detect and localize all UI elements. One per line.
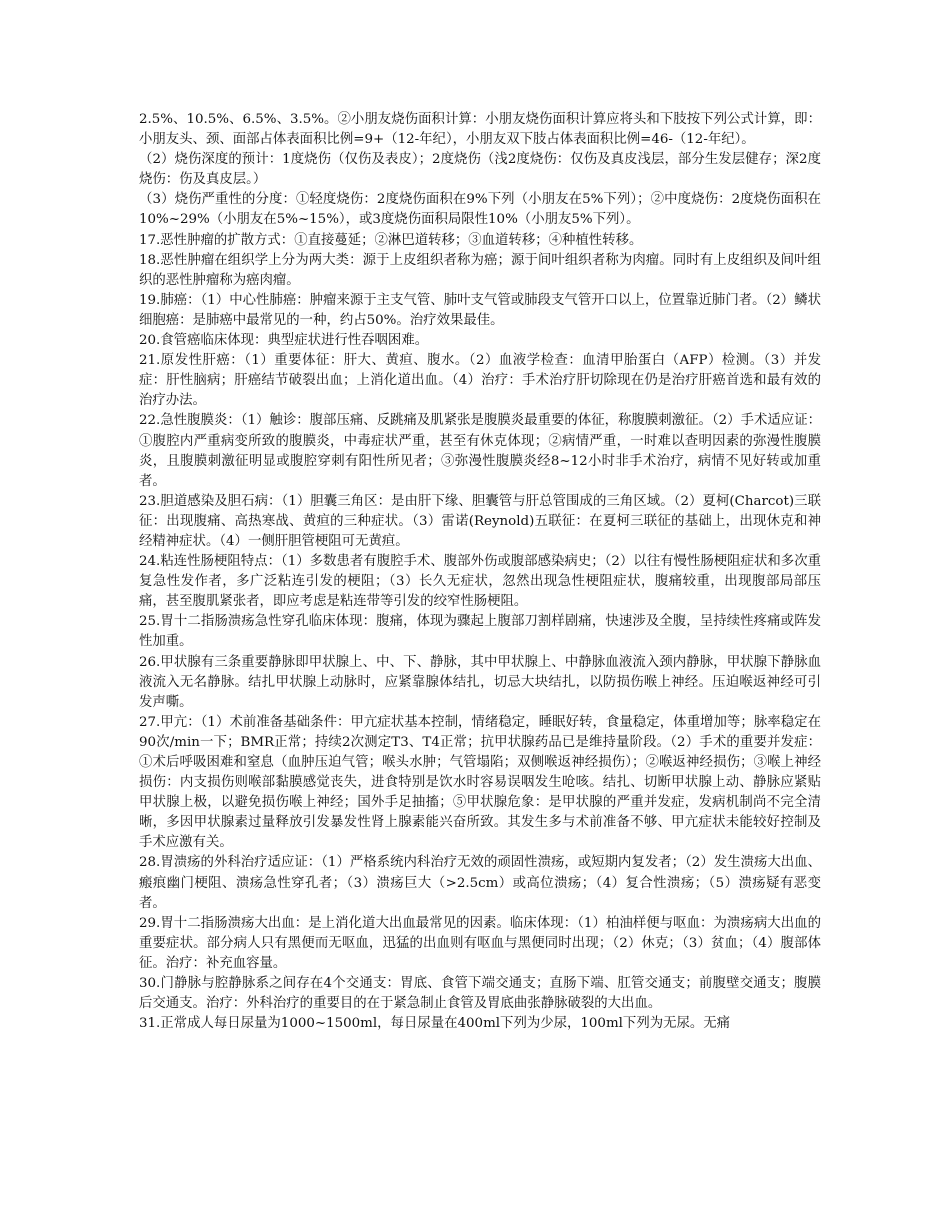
- document-page: [139, 110, 821, 1034]
- paragraph-burn-area-child: 2.5%、10.5%、6.5%、3.5%。②小朋友烧伤面积计算：小朋友烧伤面积计算应将头和下肢按下列公式计算，即：小朋友头、颈、面部占体表面积比例=9+（12-年纪），小朋友双下肢占体表面积比例=46-（12-年纪）。: [139, 112, 821, 148]
- paragraph-item-23: 23.胆道感染及胆石病：（1）胆囊三角区：是由肝下缘、胆囊管与肝总管围成的三角区域。（2）夏柯(Charcot)三联征：出现腹痛、高热寒战、黄疸的三种症状。（3）雷诺(Reynold)五联征：在夏柯三联征的基础上，出现休克和神经精神症状。（4）一侧肝胆管梗阻可无黄疸。: [139, 493, 821, 549]
- paragraph-item-28: 28.胃溃疡的外科治疗适应证：（1）严格系统内科治疗无效的顽固性溃疡，或短期内复发者；（2）发生溃疡大出血、瘢痕幽门梗阻、溃疡急性穿孔者；（3）溃疡巨大（>2.5cm）或高位溃疡；（4）复合性溃疡；（5）溃疡疑有恶变者。: [139, 855, 821, 911]
- paragraph-burn-severity: （3）烧伤严重性的分度：①轻度烧伤：2度烧伤面积在9%下列（小朋友在5%下列）；②中度烧伤：2度烧伤面积在10%~29%（小朋友在5%~15%），或3度烧伤面积局限性10%（小朋友5%下列）。: [139, 192, 821, 228]
- paragraph-item-19: 19.肺癌：（1）中心性肺癌：肿瘤来源于主支气管、肺叶支气管或肺段支气管开口以上，位置靠近肺门者。（2）鳞状细胞癌：是肺癌中最常见的一种，约占50%。治疗效果最佳。: [139, 292, 821, 328]
- paragraph-item-18: 18.恶性肿瘤在组织学上分为两大类：源于上皮组织者称为癌；源于间叶组织者称为肉瘤。同时有上皮组织及间叶组织的恶性肿瘤称为癌肉瘤。: [139, 252, 821, 288]
- paragraph-item-25: 25.胃十二指肠溃疡急性穿孔临床体现：腹痛，体现为骤起上腹部刀割样剧痛，快速涉及全腹，呈持续性疼痛或阵发性加重。: [139, 614, 821, 650]
- paragraph-item-21: 21.原发性肝癌：（1）重要体征：肝大、黄疸、腹水。（2）血液学检查：血清甲胎蛋白（AFP）检测。（3）并发症：肝性脑病；肝癌结节破裂出血；上消化道出血。（4）治疗：手术治疗肝切除现在仍是治疗肝癌首选和最有效的治疗办法。: [139, 353, 821, 409]
- paragraph-item-30: 30.门静脉与腔静脉系之间存在4个交通支：胃底、食管下端交通支；直肠下端、肛管交通支；前腹壁交通支；腹膜后交通支。治疗：外科治疗的重要目的在于紧急制止食管及胃底曲张静脉破裂的大出血。: [139, 976, 821, 1012]
- paragraph-item-29: 29.胃十二指肠溃疡大出血：是上消化道大出血最常见的因素。临床体现：（1）柏油样便与呕血：为溃疡病大出血的重要症状。部分病人只有黑便而无呕血，迅猛的出血则有呕血与黑便同时出现；（2）休克；（3）贫血；（4）腹部体征。治疗：补充血容量。: [139, 915, 821, 971]
- paragraph-item-20: 20.食管癌临床体现：典型症状进行性吞咽困难。: [139, 333, 429, 349]
- paragraph-item-17: 17.恶性肿瘤的扩散方式：①直接蔓延；②淋巴道转移；③血道转移；④种植性转移。: [139, 232, 643, 248]
- paragraph-item-26: 26.甲状腺有三条重要静脉即甲状腺上、中、下、静脉，其中甲状腺上、中静脉血液流入颈内静脉，甲状腺下静脉血液流入无名静脉。结扎甲状腺上动脉时，应紧靠腺体结扎，切忌大块结扎，以防损伤喉上神经。压迫喉返神经可引发声嘶。: [139, 654, 821, 710]
- paragraph-burn-depth: （2）烧伤深度的预计：1度烧伤（仅伤及表皮）；2度烧伤（浅2度烧伤：仅伤及真皮浅层，部分生发层健存；深2度烧伤：伤及真皮层。）: [139, 152, 821, 188]
- paragraph-item-27: 27.甲亢：（1）术前准备基础条件：甲亢症状基本控制，情绪稳定，睡眠好转，食量稳定，体重增加等；脉率稳定在90次/min一下；BMR正常；持续2次测定T3、T4正常；抗甲状腺药品已是维持量阶段。（2）手术的重要并发症：①术后呼吸困难和窒息（血肿压迫气管；喉头水肿；气管塌陷；双侧喉返神经损伤）；②喉返神经损伤；③喉上神经损伤：内支损伤则喉部黏膜感觉丧失，进食特别是饮水时容易误咽发生呛咳。结扎、切断甲状腺上动、静脉应紧贴甲状腺上极，以避免损伤喉上神经；国外手足抽搐；⑤甲状腺危象：是甲状腺的严重并发症，发病机制尚不完全清晰，多因甲状腺素过量释放引发暴发性肾上腺素能兴奋所致。其发生多与术前准备不够、甲亢症状未能较好控制及手术应激有关。: [139, 714, 821, 851]
- paragraph-item-22: 22.急性腹膜炎：（1）触诊：腹部压痛、反跳痛及肌紧张是腹膜炎最重要的体征，称腹膜刺激征。（2）手术适应证：①腹腔内严重病变所致的腹膜炎，中毒症状严重，甚至有休克体现；②病情严重，一时难以查明因素的弥漫性腹膜炎，且腹膜刺激征明显或腹腔穿刺有阳性所见者；③弥漫性腹膜炎经8~12小时非手术治疗，病情不见好转或加重者。: [139, 413, 821, 489]
- paragraph-item-31: 31.正常成人每日尿量为1000~1500ml，每日尿量在400ml下列为少尿，100ml下列为无尿。无痛: [139, 1016, 731, 1032]
- paragraph-item-24: 24.粘连性肠梗阻特点：（1）多数患者有腹腔手术、腹部外伤或腹部感染病史；（2）以往有慢性肠梗阻症状和多次重复急性发作者，多广泛粘连引发的梗阻；（3）长久无症状，忽然出现急性梗阻症状，腹痛较重，出现腹部局部压痛，甚至腹肌紧张者，即应考虑是粘连带等引发的绞窄性肠梗阻。: [139, 554, 821, 610]
